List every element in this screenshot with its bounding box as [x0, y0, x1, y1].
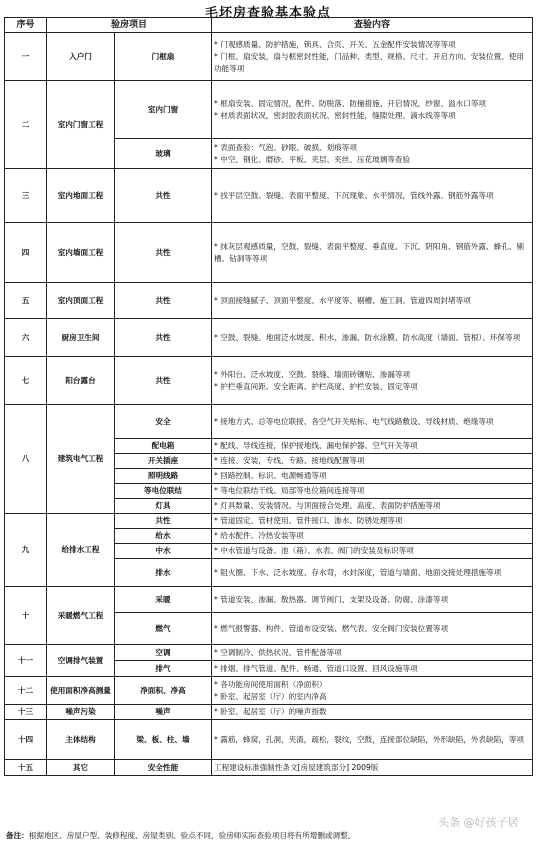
inspection-table: [4, 17, 533, 776]
row-seq: 二: [5, 81, 47, 169]
row-subitem: 采暖: [115, 587, 212, 613]
row-content: [212, 559, 533, 587]
row-content: [212, 661, 533, 677]
content-line: * 给水配件、冷热安装等项: [214, 531, 304, 540]
row-item: 室内墙面工程: [47, 223, 115, 283]
row-content: [212, 499, 533, 514]
table-row: [5, 283, 533, 319]
row-subitem: 净面积、净高: [115, 677, 212, 705]
table-row: [5, 514, 533, 529]
row-content: [212, 169, 533, 223]
row-item: 主体结构: [47, 720, 115, 760]
row-seq: 七: [5, 357, 47, 405]
row-content: [212, 613, 533, 645]
row-subitem: 中水: [115, 544, 212, 559]
row-seq: 六: [5, 319, 47, 357]
content-line: 工程建设标准强制性条文[房屋建筑部分] 2009版: [214, 762, 379, 772]
header-content: 查验内容: [212, 18, 533, 33]
row-seq: 十四: [5, 720, 47, 760]
page-title: 毛坯房查验基本验点: [204, 6, 331, 21]
row-subitem: 门框扇: [115, 33, 212, 81]
row-seq: 十一: [5, 645, 47, 677]
row-item: 厨房卫生间: [47, 319, 115, 357]
row-seq: 一: [5, 33, 47, 81]
row-subitem: 配电箱: [115, 439, 212, 454]
content-line: * 空鼓、裂缝、地面泛水坡度、积水、渗漏、防水涂膜、防水高度（墙面、管根）、环保等项: [214, 332, 521, 342]
row-content: [212, 705, 533, 720]
content-line: * 框扇安装、固定情况，配件、防脱落、防撞措施、开启情况，纱窗、溢水口等项: [214, 98, 487, 108]
content-line: * 顶面接缝腻子、顶面平整度、水平度等、剔槽、施工洞、管道四周封堵等项: [214, 295, 471, 305]
table-row: [5, 223, 533, 283]
content-line: * 抹灰层观感质量，空鼓、裂缝、表面平整度、垂直度、下沉、阴阳角、钢筋外露、蜂孔、剔槽、钻洞等等项: [214, 241, 524, 263]
content-line: * 燃气报警器、构件、管道布设安装、燃气表、安全阀门安装位置等项: [214, 623, 449, 633]
content-line: * 卧室、起居室（厅）的噪声指数: [214, 707, 327, 716]
row-subitem: 开关插座: [115, 454, 212, 469]
row-content: [212, 283, 533, 319]
row-subitem: 安全: [115, 405, 212, 439]
row-item: 空调排气装置: [47, 645, 115, 677]
row-seq: 四: [5, 223, 47, 283]
row-subitem: 照明线路: [115, 469, 212, 484]
row-seq: 十二: [5, 677, 47, 705]
row-subitem: 排水: [115, 559, 212, 587]
row-content: [212, 357, 533, 405]
row-seq: 八: [5, 405, 47, 514]
row-subitem: 共性: [115, 319, 212, 357]
row-subitem: 共性: [115, 514, 212, 529]
row-subitem: 共性: [115, 357, 212, 405]
content-line: * 露筋，蜂窝，孔洞，夹渣，疏松，裂纹，空鼓，连接部位缺陷，外形缺陷，外表缺陷，等项: [214, 734, 524, 744]
content-line: * 连接、安装，专线、专路、接地线配置等项: [214, 456, 365, 465]
row-content: [212, 720, 533, 760]
content-line: * 接地方式、总等电位联接、各空气开关贴标、电气线路敷设、导线材质、绝缘等项: [214, 416, 494, 426]
table-row: [5, 319, 533, 357]
content-line: * 阻火圈、下水、泛水坡度、存水弯，水封深度，管道与墙面、地面交接处理措施等项: [214, 567, 502, 577]
content-line: * 各功能房间使用面积（净面积）: [214, 679, 327, 689]
content-line: * 管道固定、管材使用、管件接口、渗水、防锈处理等项: [214, 516, 403, 525]
table-row: [5, 760, 533, 776]
content-line: * 找平层空鼓、裂缝、表面平整度、下沉现象、水平情况，管线外露、钢筋外露等项: [214, 190, 494, 200]
footer-note: [6, 830, 532, 841]
row-seq: 十: [5, 587, 47, 645]
row-content: [212, 405, 533, 439]
row-item: 阳台露台: [47, 357, 115, 405]
row-subitem: 玻璃: [115, 139, 212, 169]
row-item: 入户门: [47, 33, 115, 81]
row-subitem: 室内门窗: [115, 81, 212, 139]
table-row: [5, 405, 533, 439]
content-line: * 等电位联结干线、局部等电位箱间连接等项: [214, 486, 365, 495]
content-line: * 排烟、排气管道、配件、畅通、管道口设置、回风设施等项: [214, 663, 418, 673]
table-row: [5, 587, 533, 613]
content-line: * 门框、扇安装，扇与框密封性能，门品种、类型、规格、尺寸、开启方向、安装位置、使用功能等项: [214, 51, 524, 73]
table-row: [5, 677, 533, 705]
content-line: * 表面查验：气泡、砂眼、破损、划痕等项: [214, 142, 357, 152]
row-content: [212, 439, 533, 454]
row-seq: 三: [5, 169, 47, 223]
content-line: * 中水管道与设备、池（箱）、水表、阀门的安装及标识等项: [214, 546, 414, 555]
table-row: [5, 81, 533, 139]
row-subitem: 共性: [115, 283, 212, 319]
row-seq: 十三: [5, 705, 47, 720]
row-content: [212, 223, 533, 283]
row-item: 室内地面工程: [47, 169, 115, 223]
content-line: * 材质表面状况，密封胶表面状况、密封性能，缝隙处理、滴水线等等项: [214, 110, 456, 120]
row-content: [212, 33, 533, 81]
row-content: [212, 760, 533, 776]
row-item: 噪声污染: [47, 705, 115, 720]
row-content: [212, 677, 533, 705]
content-line: * 中空、钢化、磨砂、平板、夹层、夹丝、压花玻璃等查验: [214, 154, 411, 164]
row-content: [212, 484, 533, 499]
row-item: 给排水工程: [47, 514, 115, 587]
row-content: [212, 587, 533, 613]
content-line: * 空调制冷、供热状况、管件配备等项: [214, 647, 342, 657]
content-line: * 灯具数量、安装情况、与顶面接合处理、高度、表面防护措施等项: [214, 501, 441, 510]
row-content: [212, 529, 533, 544]
table-row: [5, 357, 533, 405]
row-item: 采暖燃气工程: [47, 587, 115, 645]
content-line: * 门观感质量、防护措施，锁具、合页、开关、五金配件安装情况等等项: [214, 39, 456, 49]
row-content: [212, 81, 533, 139]
content-line: * 外阳台、泛水坡度、空鼓、裂缝、墙面砖镶贴、渗漏等项: [214, 369, 411, 379]
row-subitem: 排气: [115, 661, 212, 677]
table-row: [5, 720, 533, 760]
header-row: [5, 18, 533, 33]
row-item: 室内顶面工程: [47, 283, 115, 319]
row-seq: 五: [5, 283, 47, 319]
table-row: [5, 705, 533, 720]
row-content: [212, 139, 533, 169]
row-content: [212, 469, 533, 484]
table-row: [5, 645, 533, 661]
row-subitem: 梁、板、柱、墙: [115, 720, 212, 760]
row-item: 使用面积净高测量: [47, 677, 115, 705]
row-content: [212, 454, 533, 469]
header-seq: 序号: [5, 18, 47, 33]
table-row: [5, 33, 533, 81]
row-content: [212, 544, 533, 559]
row-subitem: 共性: [115, 169, 212, 223]
footer-label: 备注：: [6, 831, 29, 840]
row-seq: 十五: [5, 760, 47, 776]
content-line: * 回路控制、标识、电源畅通等项: [214, 471, 327, 480]
row-content: [212, 514, 533, 529]
row-subitem: 安全性能: [115, 760, 212, 776]
table-row: [5, 169, 533, 223]
watermark: 头条 @好孩子居: [438, 816, 519, 829]
content-line: * 护栏垂直间距、安全距离、护栏高度、护栏安装、固定等项: [214, 381, 418, 391]
footer-text: 根据地区、房屋户型、装修程度、房屋类别、验点不同，验房师实际查验项目将有所增删或调整。: [28, 831, 356, 840]
row-seq: 九: [5, 514, 47, 587]
content-line: * 配线、导线连接，保护接地线、漏电保护器、空气开关等项: [214, 441, 418, 450]
row-subitem: 等电位联结: [115, 484, 212, 499]
row-content: [212, 319, 533, 357]
header-item: 验房项目: [47, 18, 212, 33]
row-item: 其它: [47, 760, 115, 776]
row-content: [212, 645, 533, 661]
row-subitem: 噪声: [115, 705, 212, 720]
row-subitem: 空调: [115, 645, 212, 661]
row-subitem: 灯具: [115, 499, 212, 514]
content-line: * 卧室、起居室（厅）的室内净高: [214, 691, 327, 701]
row-subitem: 给水: [115, 529, 212, 544]
row-item: 建筑电气工程: [47, 405, 115, 514]
row-subitem: 燃气: [115, 613, 212, 645]
row-item: 室内门窗工程: [47, 81, 115, 169]
row-subitem: 共性: [115, 223, 212, 283]
content-line: * 管道安装、渗漏、散热器、调节阀门、支架及设备、防腐、涂漆等项: [214, 594, 449, 604]
